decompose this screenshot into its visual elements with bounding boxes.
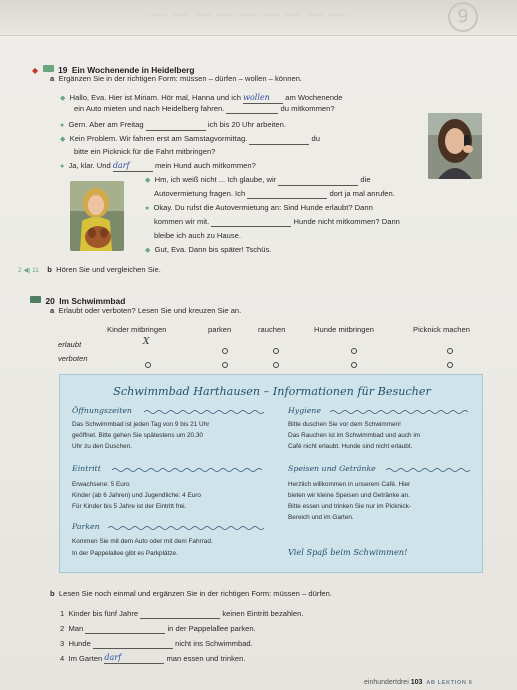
ex20b-blank-4[interactable]: darf	[104, 653, 164, 664]
ex19b-label: b	[47, 265, 52, 274]
checkbox-verboten-hunde[interactable]	[351, 355, 357, 373]
ex20b-item-2: 2 Man in der Pappelallee parken.	[60, 624, 256, 633]
ex20b-instruction: Lesen Sie noch einmal und ergänzen Sie in der richtigen Form: müssen – dürfen.	[58, 589, 332, 598]
exercise-badge-icon	[30, 296, 41, 303]
answer-blank-7[interactable]	[278, 185, 358, 186]
ex19-number: 19	[58, 65, 68, 75]
difficulty-diamond-icon: ◆	[32, 66, 39, 75]
ex19a-instruction: Ergänzen Sie in der richtigen Form: müssen – dürfen – wollen – können.	[58, 74, 303, 83]
ex20b-blank-2[interactable]	[85, 633, 165, 634]
dialogue-line-12: ◆ Gut, Eva. Dann bis später! Tschüs.	[145, 245, 272, 254]
ex19b-row	[18, 265, 161, 276]
footer-page-words: einhundertdrei	[364, 679, 409, 686]
ex19-title: Ein Wochenende in Heidelberg	[71, 65, 195, 75]
heading-speisen: Speisen und Getränke	[288, 464, 376, 473]
footer-lesson-label: AB LEKTION 9	[426, 680, 473, 686]
exercise-badge-icon	[43, 65, 54, 72]
row-label-erlaubt: erlaubt	[58, 340, 82, 349]
wavy-divider	[330, 409, 472, 415]
answer-blank-1[interactable]: wollen	[243, 93, 283, 104]
hygiene-line-3: Café nicht erlaubt. Hunde sind nicht erlaubt.	[288, 443, 413, 450]
answer-blank-2[interactable]	[226, 113, 278, 114]
heading-oeffnungszeiten: Öffnungszeiten	[72, 406, 132, 415]
ex20b-instruction-row	[50, 589, 332, 599]
wavy-divider	[386, 467, 472, 473]
photo-woman-with-dog	[70, 181, 124, 251]
previous-page-strip	[0, 0, 517, 36]
checkbox-verboten-parken[interactable]	[222, 355, 228, 373]
hygiene-line-2: Das Rauchen ist im Schwimmbad und auch im	[288, 432, 421, 439]
oeffnungszeiten-line-1: Das Schwimmbad ist jeden Tag von 9 bis 21 Uhr	[72, 421, 210, 428]
ex20b-blank-1[interactable]	[140, 618, 220, 619]
eintritt-line-2: Kinder (ab 6 Jahren) und Jugendliche: 4 Euro	[72, 492, 201, 499]
dialogue-line-7: ◆ Hm, ich weiß nicht ... Ich glaube, wir die	[145, 175, 371, 184]
hygiene-line-1: Bitte duschen Sie vor dem Schwimmen!	[288, 421, 401, 428]
ex20-title: Im Schwimmbad	[59, 296, 126, 306]
dialogue-line-5: bitte ein Picknick für die Fahrt mitbringen?	[74, 147, 216, 156]
wavy-divider	[112, 467, 266, 473]
chapter-number-badge: 9	[448, 2, 478, 32]
parken-line-2: In der Pappelallee gibt es Parkplätze.	[72, 550, 178, 557]
wavy-divider	[108, 525, 266, 531]
ex19a-instruction-row	[50, 74, 302, 84]
speisen-line-1: Herzlich willkommen in unserem Café. Hier	[288, 481, 411, 488]
eintritt-line-1: Erwachsene: 5 Euro	[72, 481, 130, 488]
dialogue-line-1: ◆ Hallo, Eva. Hier ist Miriam. Hör mal, Hanna und ich wollen am Wochenende	[60, 93, 343, 102]
col-header-parken: parken	[208, 325, 232, 334]
info-box-title: Schwimmbad Harthausen – Informationen für Besucher	[113, 385, 431, 398]
speaker-circle-icon: ●	[145, 205, 150, 212]
dialogue-line-2: ein Auto mieten und nach Heidelberg fahren. du mitkommen?	[74, 104, 335, 113]
dialogue-line-8: Autovermietung fragen. Ich dort ja mal anrufen.	[154, 189, 395, 198]
ex20b-item-1: 1 Kinder bis fünf Jahre keinen Eintritt bezahlen.	[60, 609, 304, 618]
ex20b-item-4: 4 Im Garten darf man essen und trinken.	[60, 653, 246, 663]
dialogue-line-4: ◆ Kein Problem. Wir fahren erst am Samstagvormittag. du	[60, 134, 320, 143]
speaker-diamond-icon: ◆	[145, 247, 151, 254]
checkbox-verboten-picknick[interactable]	[447, 355, 453, 373]
page-footer	[364, 679, 472, 686]
row-label-verboten: verboten	[58, 354, 88, 363]
col-header-kinder: Kinder mitbringen	[107, 325, 167, 334]
answer-blank-6[interactable]: darf	[113, 161, 153, 172]
ex20b-blank-3[interactable]	[93, 648, 173, 649]
col-header-rauchen: rauchen	[258, 325, 286, 334]
dialogue-line-9: ● Okay. Du rufst die Autovermietung an: Sind Hunde erlaubt? Dann	[145, 203, 373, 212]
speaker-diamond-icon: ◆	[145, 177, 151, 184]
checkbox-verboten-rauchen[interactable]	[273, 355, 279, 373]
oeffnungszeiten-line-2: geöffnet. Bitte gehen Sie spätestens um 20.30	[72, 432, 203, 439]
ex20a-instruction: Erlaubt oder verboten? Lesen Sie und kreuzen Sie an.	[58, 306, 242, 315]
photo-woman-phone	[428, 113, 482, 179]
wavy-divider	[144, 409, 266, 415]
col-header-hunde: Hunde mitbringen	[314, 325, 374, 334]
ex19a-label: a	[50, 74, 55, 83]
closing-greeting: Viel Spaß beim Schwimmen!	[288, 547, 408, 557]
checkbox-verboten-kinder[interactable]	[145, 355, 151, 373]
speaker-circle-icon: ●	[60, 122, 65, 129]
ex20-number: 20	[45, 296, 55, 306]
heading-hygiene: Hygiene	[288, 406, 321, 415]
checkbox-erlaubt-kinder[interactable]: X	[143, 337, 150, 347]
oeffnungszeiten-line-3: Uhr zu den Duschen.	[72, 443, 133, 450]
ex19b-instruction: Hören Sie und vergleichen Sie.	[56, 265, 161, 274]
speisen-line-2: bieten wir kleine Speisen und Getränke an.	[288, 492, 410, 499]
answer-blank-4[interactable]	[249, 144, 309, 145]
ex20b-item-3: 3 Hunde nicht ins Schwimmbad.	[60, 639, 253, 648]
ex20b-label: b	[50, 589, 55, 598]
col-header-picknick: Picknick machen	[413, 325, 470, 334]
speaker-diamond-icon: ◆	[60, 95, 66, 102]
ex20a-instruction-row	[50, 306, 241, 316]
speaker-diamond-icon: ◆	[60, 136, 66, 143]
speaker-circle-icon: ●	[60, 163, 65, 170]
heading-eintritt: Eintritt	[72, 464, 101, 473]
audio-track-icon[interactable]: 2 ◀) 11	[18, 267, 39, 274]
heading-parken: Parken	[72, 522, 100, 531]
answer-blank-8[interactable]	[247, 198, 327, 199]
parken-line-1: Kommen Sie mit dem Auto oder mit dem Fahrrad.	[72, 538, 213, 545]
ex20a-label: a	[50, 306, 55, 315]
faded-header-text: — — — — — — — — —	[150, 6, 347, 23]
dialogue-line-10: kommen wir mit. Hunde nicht mitkommen? Dann	[154, 217, 400, 226]
eintritt-line-3: Für Kinder bis 5 Jahre ist der Eintritt frei.	[72, 503, 187, 510]
pool-info-box	[59, 374, 483, 573]
dialogue-line-6: ● Ja, klar. Und darf mein Hund auch mitkommen?	[60, 161, 256, 170]
footer-page-number: 103	[410, 679, 423, 686]
dialogue-line-11: bleibe ich auch zu Hause.	[154, 231, 241, 240]
answer-blank-10[interactable]	[211, 226, 291, 227]
speisen-line-3: Bitte essen und trinken Sie nur im Picknick-	[288, 503, 411, 510]
speisen-line-4: Bereich und im Garten.	[288, 514, 354, 521]
answer-blank-3[interactable]	[146, 130, 206, 131]
dialogue-line-3: ● Gern. Aber am Freitag ich bis 20 Uhr arbeiten.	[60, 120, 286, 129]
